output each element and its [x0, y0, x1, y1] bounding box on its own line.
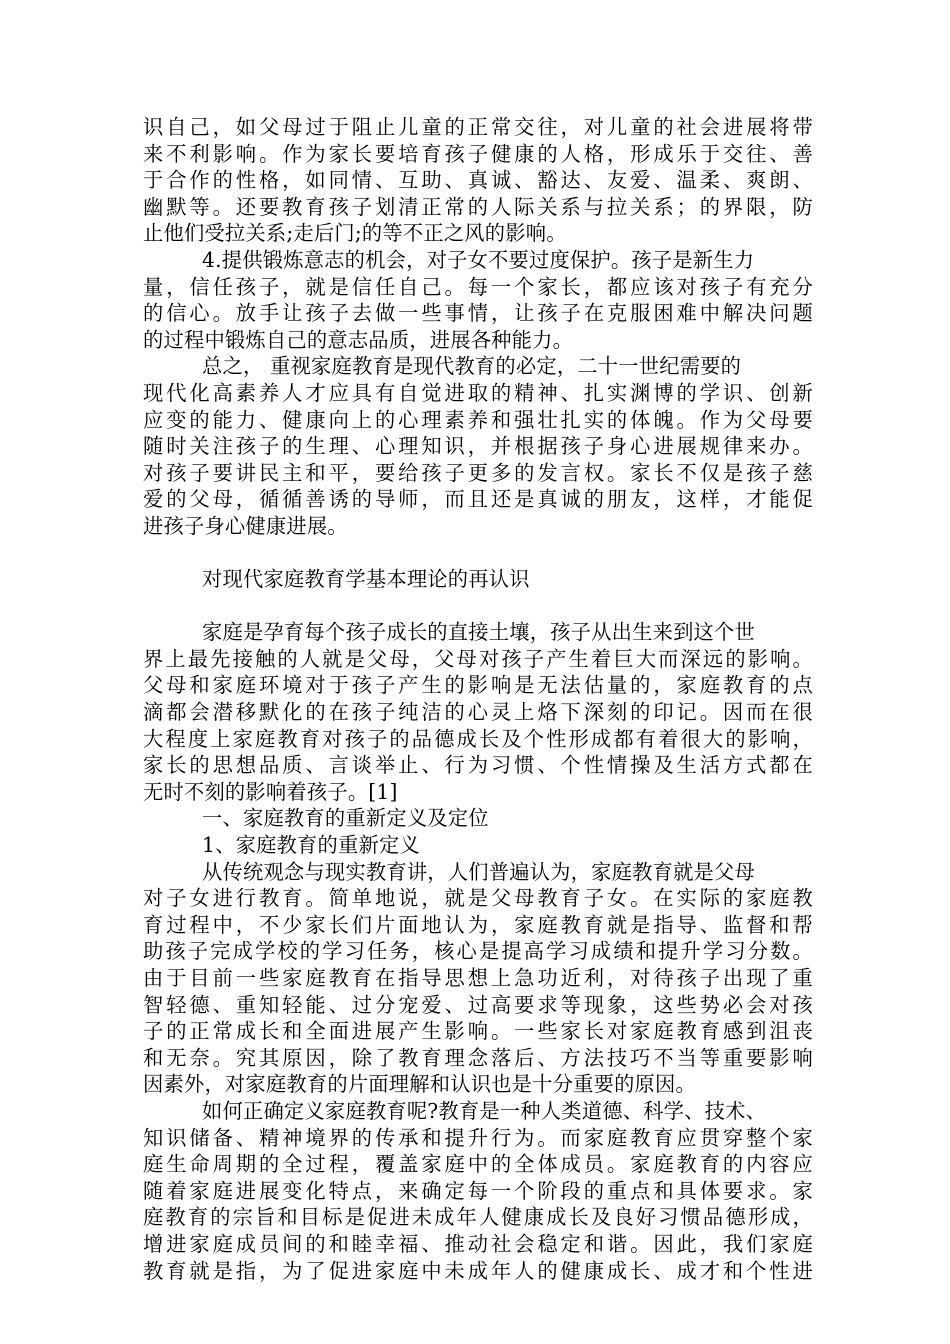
text-line: 识自己，如父母过于阻止儿童的正常交往，对儿童的社会进展将带: [143, 115, 813, 139]
text-line: 爱的父母，循循善诱的导师，而且还是真诚的朋友，这样，才能促: [143, 487, 813, 512]
text-line: 知识储备、精神境界的传承和提升行为。而家庭教育应贯穿整个家: [143, 1125, 813, 1150]
text-line: 止他们受拉关系;走后门;的等不正之风的影响。: [143, 221, 567, 246]
text-line: 现代化高素养人才应具有自觉进取的精神、扎实渊博的学识、创新: [143, 380, 813, 405]
text-line: 于合作的性格，如同情、互助、真诚、豁达、友爱、温柔、爽朗、: [143, 168, 813, 193]
text-line: 随时关注孩子的生理、心理知识，并根据孩子身心进展规律来办。: [143, 434, 813, 459]
text-line: 随着家庭进展变化特点，来确定每一个阶段的重点和具体要求。家: [143, 1178, 813, 1203]
paragraph: [143, 619, 813, 805]
paragraph: [143, 1098, 813, 1284]
text-line: 育过程中，不少家长们片面地认为，家庭教育就是指导、监督和帮: [143, 912, 813, 937]
text-line: 总之， 重视家庭教育是现代教育的必定，二十一世纪需要的: [202, 354, 742, 379]
paragraph: [143, 859, 813, 1098]
text-line: 无时不刻的影响着孩子。[1]: [143, 779, 398, 804]
subsection-heading: 1、家庭教育的重新定义: [202, 833, 420, 858]
text-line: 如何正确定义家庭教育呢?教育是一种人类道德、科学、技术、: [202, 1098, 767, 1123]
text-line: 的信心。放手让孩子去做一些事情，让孩子在克服困难中解决问题: [143, 301, 813, 326]
text-line: 和无奈。究其原因，除了教育理念落后、方法技巧不当等重要影响: [143, 1045, 813, 1070]
text-line: 父母和家庭环境对于孩子产生的影响是无法估量的，家庭教育的点: [143, 673, 813, 698]
text-line: 界上最先接触的人就是父母，父母对孩子产生着巨大而深远的影响。: [143, 646, 813, 671]
text-line: 因素外，对家庭教育的片面理解和认识也是十分重要的原因。: [143, 1072, 696, 1097]
document-page: [143, 114, 813, 1284]
text-line: 应变的能力、健康向上的心理素养和强壮扎实的体魄。作为父母要: [143, 407, 813, 432]
text-line: 智轻德、重知轻能、过分宠爱、过高要求等现象，这些势必会对孩: [143, 992, 813, 1017]
text-line: 滴都会潜移默化的在孩子纯洁的心灵上烙下深刻的印记。因而在很: [143, 700, 813, 725]
paragraph: [143, 247, 813, 353]
text-line: 对子女进行教育。简单地说，就是父母教育子女。在实际的家庭教: [143, 886, 813, 911]
article-title: 对现代家庭教育学基本理论的再认识: [202, 567, 530, 592]
blank-line: [143, 540, 813, 567]
text-line: 教育就是指，为了促进家庭中未成年人的健康成长、成才和个性进: [143, 1258, 813, 1283]
text-line: 幽默等。还要教育孩子划清正常的人际关系与拉关系；的界限，防: [143, 194, 813, 219]
blank-line: [143, 593, 813, 620]
text-line: 由于目前一些家庭教育在指导思想上急功近利，对待孩子出现了重: [143, 966, 813, 990]
text-line: 子的正常成长和全面进展产生影响。一些家长对家庭教育感到沮丧: [143, 1019, 813, 1044]
text-line: 大程度上家庭教育对孩子的品德成长及个性形成都有着很大的影响，: [143, 726, 813, 751]
paragraph: [143, 353, 813, 539]
text-line: 庭教育的宗旨和目标是促进未成年人健康成长及良好习惯品德形成，: [143, 1205, 813, 1230]
text-line: 来不利影响。作为家长要培育孩子健康的人格，形成乐于交往、善: [143, 141, 813, 166]
text-line: 庭生命周期的全过程，覆盖家庭中的全体成员。家庭教育的内容应: [143, 1152, 813, 1177]
text-line: 量，信任孩子，就是信任自己。每一个家长，都应该对孩子有充分: [143, 274, 813, 299]
text-line: 家长的思想品质、言谈举止、行为习惯、个性情操及生活方式都在: [143, 753, 813, 778]
text-line: 的过程中锻炼自己的意志品质，进展各种能力。: [143, 327, 574, 352]
text-line: 增进家庭成员间的和睦幸福、推动社会稳定和谐。因此，我们家庭: [143, 1231, 813, 1256]
section-heading: 一、家庭教育的重新定义及定位: [202, 806, 489, 831]
text-line: 从传统观念与现实教育讲，人们普遍认为，家庭教育就是父母: [202, 859, 755, 884]
paragraph: [143, 114, 813, 247]
text-line: 进孩子身心健康进展。: [143, 513, 348, 538]
text-line: 助孩子完成学校的学习任务，核心是提高学习成绩和提升学习分数。: [143, 939, 813, 964]
text-line: 对孩子要讲民主和平，要给孩子更多的发言权。家长不仅是孩子慈: [143, 460, 813, 485]
text-line: 家庭是孕育每个孩子成长的直接土壤，孩子从出生来到这个世: [202, 620, 755, 645]
text-line: 4.提供锻炼意志的机会，对子女不要过度保护。孩子是新生力: [202, 247, 755, 272]
